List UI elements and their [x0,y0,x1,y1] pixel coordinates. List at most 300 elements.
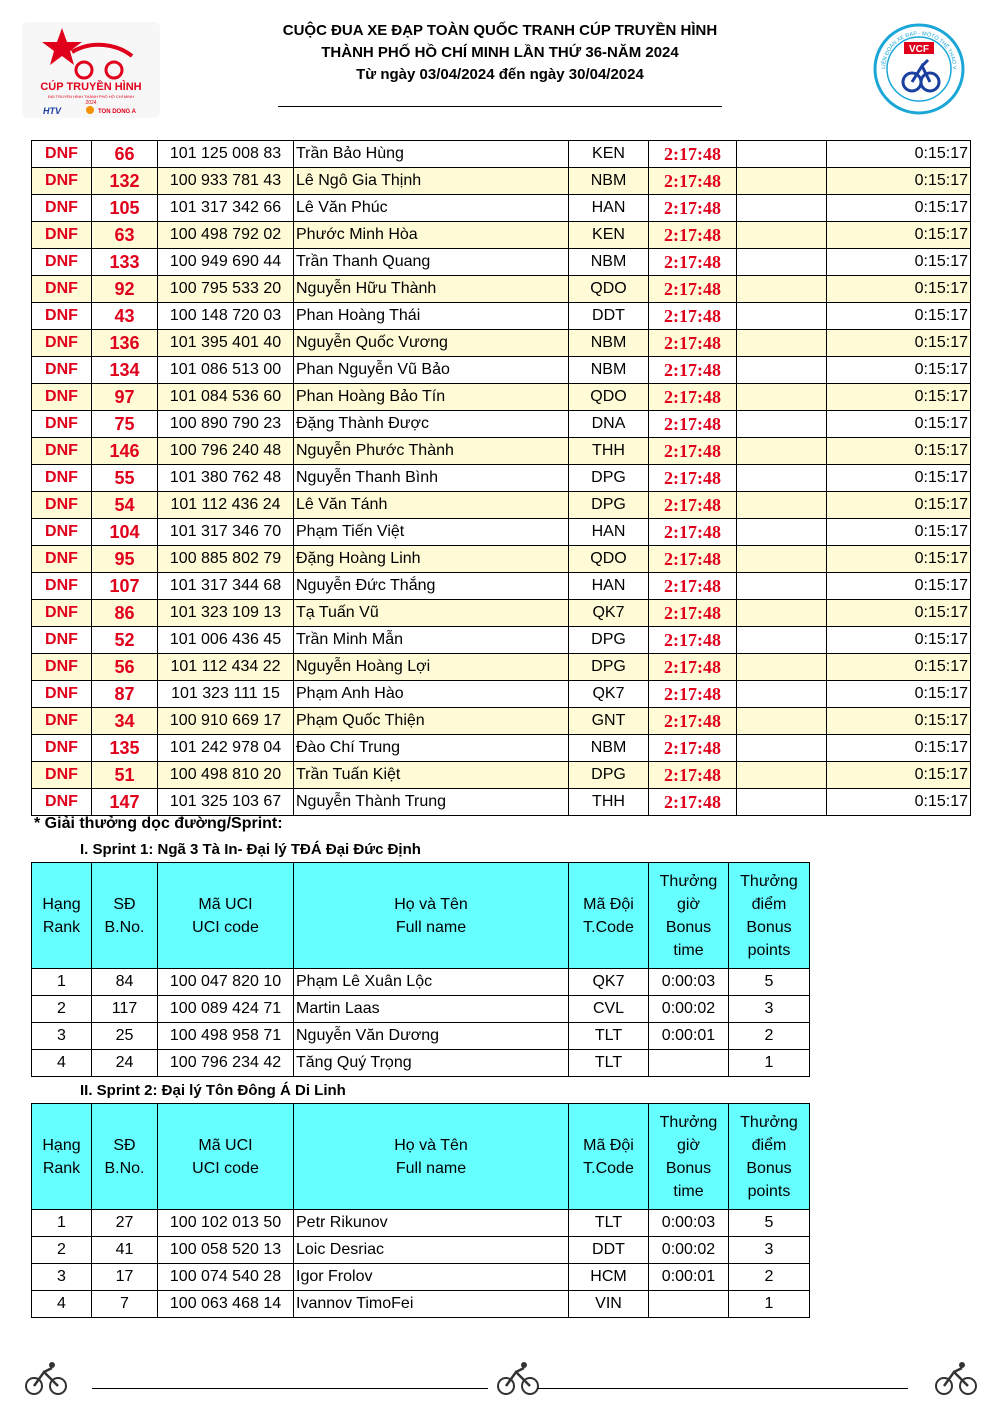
finish-time-cell: 2:17:48 [649,600,737,627]
rider-name-cell: Loic Desriac [294,1237,569,1264]
finish-time-cell: 2:17:48 [649,681,737,708]
bonus-points-cell: 1 [729,1050,810,1077]
column-header-line: Thưởng [659,1113,718,1131]
bib-cell: 147 [92,789,158,816]
team-code-cell: DPG [569,627,649,654]
rider-name-cell: Phan Hoàng Bảo Tín [294,384,569,411]
bonus-time-cell [649,1291,729,1318]
vcf-ring-text: LIÊN ĐOÀN XE ĐẠP - MÔTÔ THỂ THAO V [880,30,958,70]
sprint2-table [31,1103,810,1318]
time-gap-cell: 0:15:17 [827,303,971,330]
status-cell: DNF [32,357,92,384]
status-cell: DNF [32,789,92,816]
team-code-cell: TLT [569,1023,649,1050]
rider-name-cell: Đặng Thành Được [294,411,569,438]
bib-cell: 105 [92,195,158,222]
uci-code-cell: 100 498 810 20 [158,762,294,789]
status-cell: DNF [32,249,92,276]
team-code-cell: QDO [569,276,649,303]
bib-cell: 87 [92,681,158,708]
uci-code-cell: 100 885 802 79 [158,546,294,573]
time-gap-cell: 0:15:17 [827,276,971,303]
column-header-line: Full name [395,918,467,936]
time-gap-cell: 0:15:17 [827,573,971,600]
column-header-line: Thưởng [740,1113,798,1131]
bonus-points-cell: 2 [729,1264,810,1291]
column-header-team [569,1104,649,1210]
empty-cell [737,330,827,357]
time-gap-cell: 0:15:17 [827,222,971,249]
cup-logo-subtitle: ĐÀI TRUYỀN HÌNH THÀNH PHỐ HỒ CHÍ MINH [47,94,135,99]
column-header-line: Hạng [42,895,81,913]
rider-name-cell: Nguyễn Thanh Bình [294,465,569,492]
column-header-line: SĐ [113,1136,136,1154]
status-cell: DNF [32,762,92,789]
column-header-line: B.No. [104,1159,145,1177]
column-header-line: time [673,1182,704,1200]
empty-cell [737,141,827,168]
time-gap-cell: 0:15:17 [827,708,971,735]
time-gap-cell: 0:15:17 [827,195,971,222]
time-gap-cell: 0:15:17 [827,681,971,708]
cup-logo-title: CÚP TRUYỀN HÌNH [40,81,142,93]
rider-name-cell: Đào Chí Trung [294,735,569,762]
htv-logo: HTV [43,106,61,116]
table-row [32,1237,810,1264]
column-header-rank [32,863,92,969]
team-code-cell: QK7 [569,600,649,627]
rank-cell: 4 [32,1291,92,1318]
status-cell: DNF [32,276,92,303]
bonus-points-cell: 3 [729,1237,810,1264]
rider-name-cell: Phước Minh Hòa [294,222,569,249]
time-gap-cell: 0:15:17 [827,384,971,411]
table-row [32,492,971,519]
bonus-points-cell: 2 [729,1023,810,1050]
finish-time-cell: 2:17:48 [649,330,737,357]
team-code-cell: KEN [569,222,649,249]
column-header-line: Bonus [746,918,792,936]
empty-cell [737,411,827,438]
rider-name-cell: Lê Văn Tánh [294,492,569,519]
empty-cell [737,762,827,789]
time-gap-cell: 0:15:17 [827,600,971,627]
footer-divider-right [538,1388,908,1389]
status-cell: DNF [32,681,92,708]
column-header-bonus-time [649,1104,729,1210]
bib-cell: 34 [92,708,158,735]
column-header-line: B.No. [104,918,145,936]
team-code-cell: DNA [569,411,649,438]
status-cell: DNF [32,627,92,654]
column-header-name [294,1104,569,1210]
dnf-results-table [31,140,971,816]
rider-name-cell: Trần Thanh Quang [294,249,569,276]
empty-cell [737,492,827,519]
bib-cell: 107 [92,573,158,600]
team-code-cell: DPG [569,654,649,681]
column-header-line: Họ và Tên [394,895,468,913]
rider-name-cell: Nguyễn Đức Thắng [294,573,569,600]
header-dates: Từ ngày 03/04/2024 đến ngày 30/04/2024 [356,66,644,83]
time-gap-cell: 0:15:17 [827,654,971,681]
bib-cell: 86 [92,600,158,627]
bonus-time-cell: 0:00:02 [649,1237,729,1264]
column-header-bonus-time [649,863,729,969]
column-header-line: Mã UCI [198,1136,253,1154]
table-row [32,384,971,411]
sprint1-title: I. Sprint 1: Ngã 3 Tà In- Đại lý TĐÁ Đại Đức Định [80,841,421,858]
finish-time-cell: 2:17:48 [649,357,737,384]
table-row [32,519,971,546]
uci-code-cell: 101 323 111 15 [158,681,294,708]
table-row [32,438,971,465]
bib-cell: 27 [92,1210,158,1237]
uci-code-cell: 100 148 720 03 [158,303,294,330]
team-code-cell: QK7 [569,969,649,996]
empty-cell [737,249,827,276]
uci-code-cell: 101 084 536 60 [158,384,294,411]
uci-code-cell: 101 086 513 00 [158,357,294,384]
team-code-cell: QDO [569,546,649,573]
rider-name-cell: Phạm Quốc Thiện [294,708,569,735]
empty-cell [737,681,827,708]
status-cell: DNF [32,195,92,222]
column-header-line: SĐ [113,895,136,913]
column-header-uci [158,863,294,969]
table-row [32,276,971,303]
column-header-name [294,863,569,969]
table-row [32,357,971,384]
uci-code-cell: 101 395 401 40 [158,330,294,357]
finish-time-cell: 2:17:48 [649,303,737,330]
table-row [32,222,971,249]
team-code-cell: DPG [569,465,649,492]
empty-cell [737,303,827,330]
status-cell: DNF [32,465,92,492]
bib-cell: 104 [92,519,158,546]
table-row [32,735,971,762]
header-title: CUỘC ĐUA XE ĐẠP TOÀN QUỐC TRANH CÚP TRUYỀN HÌNH [282,22,718,39]
team-code-cell: HCM [569,1264,649,1291]
bonus-time-cell: 0:00:03 [649,969,729,996]
status-cell: DNF [32,303,92,330]
finish-time-cell: 2:17:48 [649,492,737,519]
empty-cell [737,573,827,600]
time-gap-cell: 0:15:17 [827,141,971,168]
rider-name-cell: Ivannov TimoFei [294,1291,569,1318]
time-gap-cell: 0:15:17 [827,330,971,357]
time-gap-cell: 0:15:17 [827,762,971,789]
table-row [32,1210,810,1237]
rider-name-cell: Lê Văn Phúc [294,195,569,222]
bib-cell: 52 [92,627,158,654]
bib-cell: 63 [92,222,158,249]
empty-cell [737,654,827,681]
uci-code-cell: 100 796 234 42 [158,1050,294,1077]
table-row [32,411,971,438]
rider-name-cell: Nguyễn Phước Thành [294,438,569,465]
rank-cell: 3 [32,1264,92,1291]
bib-cell: 54 [92,492,158,519]
uci-code-cell: 100 074 540 28 [158,1264,294,1291]
bib-cell: 43 [92,303,158,330]
bib-cell: 135 [92,735,158,762]
finish-time-cell: 2:17:48 [649,249,737,276]
team-code-cell: THH [569,789,649,816]
status-cell: DNF [32,222,92,249]
finish-time-cell: 2:17:48 [649,276,737,303]
empty-cell [737,735,827,762]
finish-time-cell: 2:17:48 [649,762,737,789]
uci-code-cell: 100 102 013 50 [158,1210,294,1237]
bonus-points-cell: 1 [729,1291,810,1318]
finish-time-cell: 2:17:48 [649,789,737,816]
table-row [32,681,971,708]
status-cell: DNF [32,600,92,627]
finish-time-cell: 2:17:48 [649,654,737,681]
team-code-cell: NBM [569,168,649,195]
finish-time-cell: 2:17:48 [649,222,737,249]
team-code-cell: NBM [569,735,649,762]
team-code-cell: DPG [569,492,649,519]
finish-time-cell: 2:17:48 [649,465,737,492]
rider-name-cell: Lê Ngô Gia Thịnh [294,168,569,195]
column-header-line: điểm [751,895,787,913]
team-code-cell: QK7 [569,681,649,708]
header-divider [278,106,722,107]
team-code-cell: DDT [569,303,649,330]
uci-code-cell: 100 796 240 48 [158,438,294,465]
status-cell: DNF [32,411,92,438]
table-row [32,1291,810,1318]
uci-code-cell: 100 933 781 43 [158,168,294,195]
cyclist-icon [496,1360,540,1396]
table-row [32,573,971,600]
rider-name-cell: Nguyễn Văn Dương [294,1023,569,1050]
team-code-cell: HAN [569,573,649,600]
rider-name-cell: Trần Minh Mẫn [294,627,569,654]
team-code-cell: GNT [569,708,649,735]
status-cell: DNF [32,654,92,681]
table-row [32,546,971,573]
rider-name-cell: Tạ Tuấn Vũ [294,600,569,627]
finish-time-cell: 2:17:48 [649,168,737,195]
rider-name-cell: Tăng Quý Trọng [294,1050,569,1077]
team-code-cell: NBM [569,357,649,384]
uci-code-cell: 100 063 468 14 [158,1291,294,1318]
column-header-line: Rank [42,918,81,936]
column-header-bib [92,1104,158,1210]
rider-name-cell: Trần Tuấn Kiệt [294,762,569,789]
finish-time-cell: 2:17:48 [649,519,737,546]
bib-cell: 7 [92,1291,158,1318]
bib-cell: 84 [92,969,158,996]
bonus-points-cell: 5 [729,969,810,996]
table-row [32,708,971,735]
column-header-line: điểm [751,1136,787,1154]
finish-time-cell: 2:17:48 [649,735,737,762]
rider-name-cell: Phan Nguyễn Vũ Bảo [294,357,569,384]
table-row [32,654,971,681]
cup-logo-year: 2024 [85,100,97,106]
bonus-time-cell [649,1050,729,1077]
rider-name-cell: Trần Bảo Hùng [294,141,569,168]
bonus-points-cell: 5 [729,1210,810,1237]
rider-name-cell: Phạm Lê Xuân Lộc [294,969,569,996]
column-header-line: Thưởng [740,872,798,890]
bonus-time-cell: 0:00:03 [649,1210,729,1237]
time-gap-cell: 0:15:17 [827,735,971,762]
finish-time-cell: 2:17:48 [649,627,737,654]
uci-code-cell: 101 380 762 48 [158,465,294,492]
status-cell: DNF [32,492,92,519]
status-cell: DNF [32,519,92,546]
table-row [32,465,971,492]
column-header-line: time [673,941,704,959]
rider-name-cell: Nguyễn Hữu Thành [294,276,569,303]
bib-cell: 55 [92,465,158,492]
table-row [32,330,971,357]
column-header-line: T.Code [583,918,634,936]
team-code-cell: HAN [569,519,649,546]
empty-cell [737,600,827,627]
bib-cell: 24 [92,1050,158,1077]
bib-cell: 95 [92,546,158,573]
table-row [32,141,971,168]
bib-cell: 66 [92,141,158,168]
table-row [32,789,971,816]
cyclist-icon [934,1360,978,1396]
empty-cell [737,627,827,654]
column-header-line: points [747,1182,791,1200]
rider-name-cell: Phan Hoàng Thái [294,303,569,330]
bib-cell: 75 [92,411,158,438]
finish-time-cell: 2:17:48 [649,438,737,465]
table-row [32,303,971,330]
uci-code-cell: 101 317 342 66 [158,195,294,222]
status-cell: DNF [32,735,92,762]
column-header-line: points [747,941,791,959]
table-row [32,996,810,1023]
empty-cell [737,465,827,492]
column-header-line: Rank [42,1159,81,1177]
uci-code-cell: 101 323 109 13 [158,600,294,627]
rider-name-cell: Nguyễn Thành Trung [294,789,569,816]
rank-cell: 2 [32,996,92,1023]
team-code-cell: DPG [569,762,649,789]
team-code-cell: VIN [569,1291,649,1318]
uci-code-cell: 101 317 344 68 [158,573,294,600]
bib-cell: 136 [92,330,158,357]
column-header-line: Bonus [665,918,712,936]
table-row [32,1023,810,1050]
rider-name-cell: Phạm Anh Hào [294,681,569,708]
time-gap-cell: 0:15:17 [827,168,971,195]
team-code-cell: CVL [569,996,649,1023]
time-gap-cell: 0:15:17 [827,627,971,654]
time-gap-cell: 0:15:17 [827,249,971,276]
bonus-time-cell: 0:00:01 [649,1264,729,1291]
team-code-cell: QDO [569,384,649,411]
bib-cell: 56 [92,654,158,681]
time-gap-cell: 0:15:17 [827,411,971,438]
table-row [32,600,971,627]
uci-code-cell: 101 325 103 67 [158,789,294,816]
status-cell: DNF [32,330,92,357]
bib-cell: 117 [92,996,158,1023]
column-header-bonus-points [729,1104,810,1210]
cyclist-icon [24,1360,68,1396]
column-header-line: Bonus [665,1159,712,1177]
empty-cell [737,357,827,384]
empty-cell [737,195,827,222]
bib-cell: 92 [92,276,158,303]
table-row [32,168,971,195]
sprint-section-title: * Giải thưởng dọc đường/Sprint: [34,815,283,832]
header-subtitle: THÀNH PHỐ HỒ CHÍ MINH LẦN THỨ 36-NĂM 2024 [321,44,679,61]
bib-cell: 51 [92,762,158,789]
team-code-cell: DDT [569,1237,649,1264]
table-row [32,627,971,654]
time-gap-cell: 0:15:17 [827,789,971,816]
rider-name-cell: Đặng Hoàng Linh [294,546,569,573]
column-header-line: Thưởng [659,872,718,890]
rider-name-cell: Phạm Tiến Việt [294,519,569,546]
rider-name-cell: Petr Rikunov [294,1210,569,1237]
rider-name-cell: Nguyễn Quốc Vương [294,330,569,357]
uci-code-cell: 100 795 533 20 [158,276,294,303]
team-code-cell: HAN [569,195,649,222]
time-gap-cell: 0:15:17 [827,465,971,492]
rank-cell: 3 [32,1023,92,1050]
sprint1-table [31,862,810,1077]
status-cell: DNF [32,546,92,573]
table-row [32,195,971,222]
bonus-time-cell: 0:00:01 [649,1023,729,1050]
team-code-cell: TLT [569,1210,649,1237]
table-row [32,249,971,276]
document-header [230,20,770,86]
column-header-line: UCI code [192,918,259,936]
column-header-line: Mã Đội [583,895,634,913]
uci-code-cell: 100 498 958 71 [158,1023,294,1050]
time-gap-cell: 0:15:17 [827,357,971,384]
finish-time-cell: 2:17:48 [649,141,737,168]
footer-divider-left [92,1388,488,1389]
uci-code-cell: 100 047 820 10 [158,969,294,996]
uci-code-cell: 101 112 434 22 [158,654,294,681]
column-header-line: Bonus [746,1159,792,1177]
column-header-line: T.Code [583,1159,634,1177]
table-row [32,1264,810,1291]
uci-code-cell: 101 006 436 45 [158,627,294,654]
finish-time-cell: 2:17:48 [649,195,737,222]
finish-time-cell: 2:17:48 [649,573,737,600]
finish-time-cell: 2:17:48 [649,411,737,438]
team-code-cell: NBM [569,330,649,357]
column-header-line: Mã Đội [583,1136,634,1154]
rank-cell: 1 [32,1210,92,1237]
status-cell: DNF [32,384,92,411]
cup-logo [22,22,160,118]
table-row [32,1050,810,1077]
column-header-rank [32,1104,92,1210]
column-header-team [569,863,649,969]
empty-cell [737,519,827,546]
bib-cell: 41 [92,1237,158,1264]
finish-time-cell: 2:17:48 [649,384,737,411]
